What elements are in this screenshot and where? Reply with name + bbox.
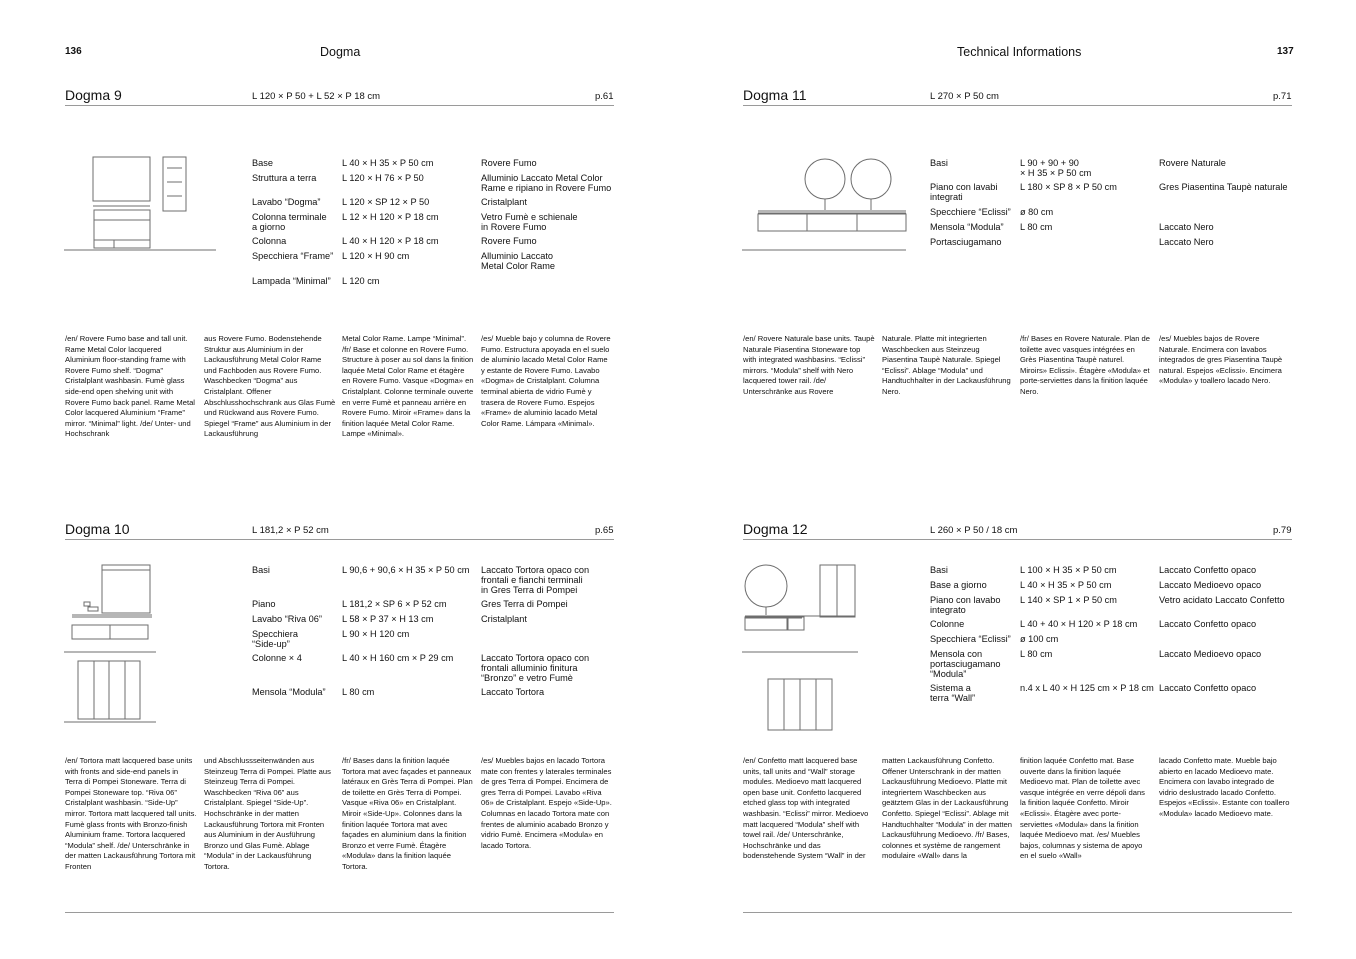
spec-finish: Laccato Confetto opaco xyxy=(1159,683,1257,693)
description-column: lacado Confetto mate. Mueble bajo abierto en lacado Medioevo mate. Encimera con lavabo integrado de vidrio deslustrado lacado Confetto. Espejos «Eclissi». Estante con toallero «Modula» lacado Medioevo mate. xyxy=(1159,756,1290,818)
spec-finish: Laccato Confetto opaco xyxy=(1159,619,1257,629)
left-running-head: Dogma xyxy=(320,45,361,59)
spec-row xyxy=(930,237,1292,252)
spec-size: L 100 × H 35 × P 50 cm xyxy=(1020,565,1117,575)
spec-size: L 80 cm xyxy=(342,687,375,697)
spec-row xyxy=(930,158,1292,182)
spec-row xyxy=(252,629,614,653)
spec-item: Specchiera “Eclissi” xyxy=(930,634,1011,644)
spec-size: L 40 × H 35 × P 50 cm xyxy=(1020,580,1112,590)
section-dimensions: L 120 × P 50 + L 52 × P 18 cm xyxy=(252,91,381,102)
spec-table xyxy=(930,158,1292,252)
spec-row xyxy=(930,222,1292,237)
spec-finish: Laccato Confetto opaco xyxy=(1159,565,1257,575)
section-page-ref: p.61 xyxy=(595,91,614,102)
spec-finish: Vetro Fumè e schienale in Rovere Fumo xyxy=(481,212,578,232)
spec-finish: Rovere Fumo xyxy=(481,236,537,246)
description-column: und Abschlussseitenwänden aus Steinzeug Terra di Pompei. Platte aus Steinzeug Terra di Pompei. Waschbecken “Riva 06” aus Cristalplant. Spiegel “Side-Up”. Hochschränke in der matten Lackausführung Tortora mit Fronten aus Aluminium in der Ausführung Bronzo und Glas Fumè. Ablage “Modula” in der Lackausführung Tortora. xyxy=(204,756,331,871)
spec-finish: Gres Terra di Pompei xyxy=(481,599,568,609)
spec-item: Specchiera “Frame” xyxy=(252,251,334,261)
spec-finish: Cristalplant xyxy=(481,197,527,207)
spec-row xyxy=(252,687,614,701)
spec-size: L 140 × SP 1 × P 50 cm xyxy=(1020,595,1117,605)
description-column: /es/ Muebles bajos en lacado Tortora mate con frentes y laterales terminales de gres Terra di Pompei. Encimera de gres Terra di Pompei. Lavabo «Riva 06» de Cristalplant. Espejo «Side-Up». Columnas en lacado Tortora mate con frentes de aluminio acabado Bronzo y vidrio Fumè. Encimera «Modula» en lacado Tortora. xyxy=(481,756,612,850)
section-rule xyxy=(65,105,614,106)
description-column: /es/ Mueble bajo y columna de Rovere Fumo. Estructura apoyada en el suelo de aluminio lacado Metal Color Rame y estante de Rovere Fumo. Lavabo «Dogma» de Cristalplant. Columna terminal abierta de vidrio Fumè y trasera de Rovere Fumo. Espejos «Frame» de aluminio lacado Metal Color Rame. Lámpara «Minimal». xyxy=(481,334,611,428)
spec-item: Piano xyxy=(252,599,276,609)
spec-size: ø 100 cm xyxy=(1020,634,1059,644)
section-dimensions: L 260 × P 50 / 18 cm xyxy=(930,525,1018,536)
spec-table xyxy=(252,565,614,701)
section-title: Dogma 10 xyxy=(65,521,130,537)
spec-finish: Laccato Medioevo opaco xyxy=(1159,649,1262,659)
section-page-ref: p.65 xyxy=(595,525,614,536)
spec-item: Colonna terminale a giorno xyxy=(252,212,327,232)
spec-item: Specchiere “Eclissi” xyxy=(930,207,1011,217)
dogma-12-drawing xyxy=(742,562,862,732)
spec-size: L 120 × SP 12 × P 50 xyxy=(342,197,430,207)
section-rule xyxy=(743,539,1292,540)
description-column: /en/ Tortora matt lacquered base units with fronts and side-end panels in Terra di Pompei Stoneware. Terra di Pompei Stoneware top. “Riva 06” Cristalplant washbasin. “Side-Up” mirror. Tortora matt lacquered tall units. Fumè glass fronts with Bronzo-finish Aluminium frame. Tortora lacquered “Modula” shelf. /de/ Unterschränke in der matten Lackausführung Tortora mit Fronten xyxy=(65,756,197,871)
spec-size: L 80 cm xyxy=(1020,649,1053,659)
spec-row xyxy=(930,565,1292,580)
description-column: /en/ Confetto matt lacquered base units, tall units and “Wall” storage modules. Medioevo matt lacquered open base unit. Confetto lacquered etched glass top with integrated washbasin. “Eclissi” mirror. Medioevo matt lacquered “Modula” shelf with towel rail. /de/ Unterschränke, Hochschränke und das bodenstehende System “Wall” in der xyxy=(743,756,869,861)
spec-finish: Laccato Nero xyxy=(1159,222,1214,232)
description-column: /fr/ Bases en Rovere Naturale. Plan de toilette avec vasques intégrées en Grès Piasentina Taupè naturel. Miroirs» Eclissi». Étagère «Modula» et porte-serviettes dans la finition laquée Nero. xyxy=(1020,334,1151,396)
spec-row xyxy=(252,614,614,629)
spec-item: Base a giorno xyxy=(930,580,987,590)
spec-finish: Laccato Tortora opaco con frontali alluminio finitura “Bronzo” e vetro Fumè xyxy=(481,653,590,683)
spec-item: Colonna xyxy=(252,236,287,246)
description-column: matten Lackausführung Confetto. Offener Unterschrank in der matten Lackausführung Medioevo. Platte mit integriertem Waschbecken aus geätztem Glas in der Lackausführung Confetto. Spiegel “Eclissi”. Ablage mit Handtuchhalter “Modula” in der matten Lackausführung Medioevo. /fr/ Bases, colonnes et système de rangement modulaire «Wall» dans la xyxy=(882,756,1013,861)
spec-size: n.4 x L 40 × H 125 cm × P 18 cm xyxy=(1020,683,1154,693)
description-column: Metal Color Rame. Lampe “Minimal”. /fr/ Base et colonne en Rovere Fumo. Structure à poser au sol dans la finition laquée Metal Color Rame et étagère en Rovere Fumo. Vasque «Dogma» en Cristalplant. Colonne terminale ouverte en verre Fumè et panneau arrière en Rovere Fumo. Miroir «Frame» dans la finition laquée Metal Color Rame. Lampe «Minimal». xyxy=(342,334,474,439)
spec-row xyxy=(930,634,1292,649)
spec-size: L 181,2 × SP 6 × P 52 cm xyxy=(342,599,447,609)
spec-size: L 12 × H 120 × P 18 cm xyxy=(342,212,439,222)
section-rule xyxy=(65,539,614,540)
spec-item: Specchiera “Side-up” xyxy=(252,629,298,649)
spec-item: Struttura a terra xyxy=(252,173,317,183)
spec-row xyxy=(252,173,614,197)
spec-size: L 180 × SP 8 × P 50 cm xyxy=(1020,182,1117,192)
spec-size: ø 80 cm xyxy=(1020,207,1054,217)
section-title: Dogma 12 xyxy=(743,521,808,537)
spec-size: L 58 × P 37 × H 13 cm xyxy=(342,614,434,624)
spec-finish: Gres Piasentina Taupè naturale xyxy=(1159,182,1288,192)
spec-size: L 90 + 90 + 90 × H 35 × P 50 cm xyxy=(1020,158,1092,178)
section-dimensions: L 270 × P 50 cm xyxy=(930,91,999,102)
dogma-11-drawing xyxy=(742,154,910,254)
spec-finish: Alluminio Laccato Metal Color Rame e ripiano in Rovere Fumo xyxy=(481,173,612,193)
spec-row xyxy=(930,580,1292,595)
spec-item: Piano con lavabi integrati xyxy=(930,182,998,202)
description-column: /en/ Rovere Naturale base units. Taupè Naturale Piasentina Stoneware top with integrated washbasins. “Eclissi” mirrors. “Modula” shelf with Nero lacquered tower rail. /de/ Unterschränke aus Rovere xyxy=(743,334,875,396)
spec-finish: Laccato Medioevo opaco xyxy=(1159,580,1262,590)
section-rule xyxy=(743,105,1292,106)
bottom-rule-left xyxy=(65,912,614,913)
spec-finish: Rovere Naturale xyxy=(1159,158,1226,168)
spec-row xyxy=(252,236,614,251)
spec-row xyxy=(252,197,614,212)
spec-row xyxy=(930,182,1292,207)
spec-size: L 80 cm xyxy=(1020,222,1053,232)
description-column: /en/ Rovere Fumo base and tall unit. Rame Metal Color lacquered Aluminium floor-standing frame with Rovere Fumo shelf. “Dogma” Cristalplant washbasin. Fumè glass side-end open shelving unit with Rovere Fumo back panel. Rame Metal Color lacquered Aluminium “Frame” mirror. “Minimal” light. /de/ Unter- und Hochschrank xyxy=(65,334,195,439)
section-page-ref: p.79 xyxy=(1273,525,1292,536)
spec-finish: Rovere Fumo xyxy=(481,158,537,168)
spec-finish: Laccato Tortora xyxy=(481,687,545,697)
spec-row xyxy=(252,251,614,276)
spec-row xyxy=(252,276,614,290)
spec-finish: Alluminio Laccato Metal Color Rame xyxy=(481,251,556,271)
spec-row xyxy=(930,683,1292,707)
spec-item: Portasciugamano xyxy=(930,237,1002,247)
section-page-ref: p.71 xyxy=(1273,91,1292,102)
spec-row xyxy=(252,599,614,614)
spec-size: L 40 × H 160 cm × P 29 cm xyxy=(342,653,454,663)
description-column: Naturale. Platte mit integrierten Waschbecken aus Steinzeug Piasentina Taupè Naturale. Spiegel “Eclissi”. Ablage “Modula” und Handtuchhalter in der Lackausführung Nero. xyxy=(882,334,1011,396)
right-running-head: Technical Informations xyxy=(957,45,1082,59)
spec-finish: Cristalplant xyxy=(481,614,527,624)
spec-row xyxy=(252,212,614,236)
right-page-number: 137 xyxy=(1277,46,1294,57)
spec-item: Mensola con portasciugamano “Modula” xyxy=(930,649,1001,679)
spec-row xyxy=(252,653,614,687)
bottom-rule-right xyxy=(743,912,1292,913)
spec-item: Basi xyxy=(252,565,270,575)
spec-size: L 120 × H 90 cm xyxy=(342,251,410,261)
description-column: aus Rovere Fumo. Bodenstehende Struktur aus Aluminium in der Lackausführung Metal Color Rame und Fachboden aus Rovere Fumo. Waschbecken “Dogma” aus Cristalplant. Offener Abschlusshochschrank aus Glas Fumè und Rückwand aus Rovere Fumo. Spiegel “Frame” aus Aluminium in der Lackausführung xyxy=(204,334,336,439)
left-page-number: 136 xyxy=(65,46,82,57)
spec-finish: Laccato Nero xyxy=(1159,237,1214,247)
spec-item: Lavabo “Riva 06” xyxy=(252,614,322,624)
spec-row xyxy=(252,158,614,173)
spec-size: L 40 × H 120 × P 18 cm xyxy=(342,236,439,246)
spec-row xyxy=(930,595,1292,619)
spec-size: L 40 × H 35 × P 50 cm xyxy=(342,158,434,168)
spec-item: Base xyxy=(252,158,273,168)
spec-item: Basi xyxy=(930,565,948,575)
section-title: Dogma 9 xyxy=(65,87,122,103)
spec-item: Lavabo “Dogma” xyxy=(252,197,321,207)
description-column: /fr/ Bases dans la finition laquée Tortora mat avec façades et panneaux latéraux en Grès Terra di Pompei. Plan de toilette en Grès Terra di Pompei. Vasque «Riva 06» en Cristalplant. Miroir «Side-Up». Colonnes dans la finition laquée Tortora mat avec façades en aluminium dans la finition Bronzo et verre Fumè. Étagère «Modula» dans la finition laquée Tortora. xyxy=(342,756,473,871)
spec-size: L 120 × H 76 × P 50 xyxy=(342,173,424,183)
spec-item: Basi xyxy=(930,158,948,168)
dogma-9-drawing xyxy=(64,154,220,252)
spec-table xyxy=(252,158,614,290)
spec-size: L 90,6 + 90,6 × H 35 × P 50 cm xyxy=(342,565,470,575)
spec-row xyxy=(252,565,614,599)
section-title: Dogma 11 xyxy=(743,87,807,103)
spec-row xyxy=(930,649,1292,683)
spec-item: Colonne xyxy=(930,619,965,629)
spec-item: Colonne × 4 xyxy=(252,653,302,663)
spec-size: L 90 × H 120 cm xyxy=(342,629,410,639)
description-column: finition laquée Confetto mat. Base ouverte dans la finition laquée Medioevo mat. Plan de toilette avec vasque intégrée en verre dépoli dans la finition laquée Confetto. Miroir «Eclissi». Étagère avec porte-serviettes «Modula» dans la finition laquée Medioevo mat. /es/ Muebles bajos, columnas y sistema de apoyo en el suelo «Wall» xyxy=(1020,756,1145,861)
spec-finish: Vetro acidato Laccato Confetto xyxy=(1159,595,1285,605)
dogma-10-drawing xyxy=(64,562,160,726)
spec-size: L 40 + 40 × H 120 × P 18 cm xyxy=(1020,619,1138,629)
spec-item: Lampada “Minimal” xyxy=(252,276,331,286)
section-dimensions: L 181,2 × P 52 cm xyxy=(252,525,329,536)
spec-item: Sistema a terra “Wall” xyxy=(930,683,976,703)
spec-size: L 120 cm xyxy=(342,276,380,286)
spec-item: Mensola “Modula” xyxy=(930,222,1004,232)
spec-row xyxy=(930,619,1292,634)
spec-table xyxy=(930,565,1292,707)
description-column: /es/ Muebles bajos de Rovere Naturale. Encimera con lavabos integrados de gres Piasentina Taupè natural. Espejos «Eclissi». Encimera «Modula» y toallero lacado Nero. xyxy=(1159,334,1283,386)
spec-finish: Laccato Tortora opaco con frontali e fianchi terminali in Gres Terra di Pompei xyxy=(481,565,590,595)
spec-row xyxy=(930,207,1292,222)
spec-item: Mensola “Modula” xyxy=(252,687,326,697)
spec-item: Piano con lavabo integrato xyxy=(930,595,1001,615)
